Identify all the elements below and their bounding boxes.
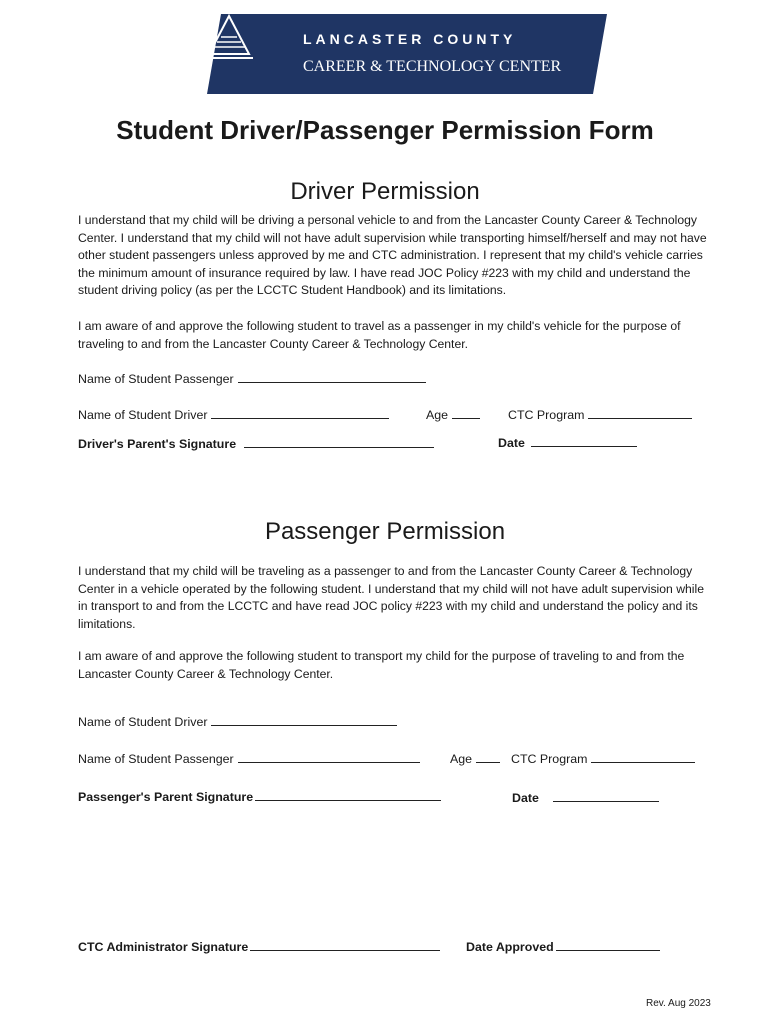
passenger-age-line[interactable] <box>476 761 500 763</box>
banner-background <box>207 14 607 94</box>
field-label: Passenger's Parent Signature <box>78 790 254 804</box>
passenger-section-program-field[interactable] <box>511 752 695 766</box>
field-label: Name of Student Passenger <box>78 372 234 386</box>
passenger-approval-paragraph: I am aware of and approve the following student to transport my child for the purpose of traveling to and from the Lancaster County Career & Technology Center. <box>78 649 685 681</box>
revision-label: Rev. Aug 2023 <box>646 998 711 1009</box>
driver-permission-paragraph: I understand that my child will be driving a personal vehicle to and from the Lancaster County Career & Technology Center. I understand that my child will not have adult supervision while transporting himself/herself and may not have other student passengers unless approved by me and CTC administration. I represent that my child's vehicle carries the minimum amount of insurance required by law. I have read JOC Policy #223 with my child and understand the student driving policy (as per the LCCTC Student Handbook) and its limitations. <box>78 213 707 298</box>
passenger-permission-heading: Passenger Permission <box>264 518 506 545</box>
passenger-parent-signature-line[interactable] <box>255 799 441 801</box>
form-title: Student Driver/Passenger Permission Form <box>116 115 654 145</box>
passenger-section-passenger-name-field[interactable] <box>78 752 420 766</box>
age-line[interactable] <box>452 417 480 419</box>
passenger-section-age-field[interactable] <box>450 752 500 766</box>
driver-date-line[interactable] <box>531 445 637 447</box>
field-label: Driver's Parent's Signature <box>78 437 237 451</box>
driver-section-passenger-name-field[interactable] <box>78 372 426 386</box>
driver-approval-paragraph: I am aware of and approve the following student to travel as a passenger in my child's vehicle for the purpose of traveling to and from the Lancaster County Career & Technology Center. <box>78 319 681 351</box>
org-subtitle: CAREER & TECHNOLOGY CENTER <box>303 58 562 75</box>
administrator-signature-line[interactable] <box>250 949 440 951</box>
passenger-section-date-field[interactable] <box>512 791 659 805</box>
field-label: CTC Program <box>508 408 585 422</box>
passenger-date-line[interactable] <box>553 800 659 802</box>
field-label: Name of Student Driver <box>78 408 208 422</box>
student-driver-line[interactable] <box>211 724 397 726</box>
driver-parent-signature-line[interactable] <box>244 446 434 448</box>
driver-section-date-field[interactable] <box>498 436 637 450</box>
field-label: CTC Administrator Signature <box>78 940 249 954</box>
passenger-program-line[interactable] <box>591 761 695 763</box>
field-label: Age <box>450 752 473 766</box>
field-label: Age <box>426 408 449 422</box>
date-approved-field[interactable] <box>466 940 660 954</box>
driver-name-line[interactable] <box>211 417 389 419</box>
administrator-signature-field[interactable] <box>78 940 440 954</box>
driver-parent-signature-field[interactable] <box>78 437 434 451</box>
org-name: LANCASTER COUNTY <box>303 31 517 47</box>
student-passenger-line[interactable] <box>238 761 420 763</box>
date-approved-line[interactable] <box>556 949 660 951</box>
driver-section-age-field[interactable] <box>426 408 480 422</box>
program-line[interactable] <box>588 417 692 419</box>
field-label: Name of Student Passenger <box>78 752 234 766</box>
driver-permission-heading: Driver Permission <box>290 178 480 205</box>
passenger-permission-paragraph: I understand that my child will be traveling as a passenger to and from the Lancaster County Career & Technology Center in a vehicle operated by the following student. I understand that my child will not have adult supervision while in transport to and from the LCCTC and have read JOC policy #223 with my child and understand the policy and its limitations. <box>78 564 704 631</box>
driver-section-program-field[interactable] <box>508 408 692 422</box>
field-label: Date <box>498 436 525 450</box>
passenger-section-driver-name-field[interactable] <box>78 715 397 729</box>
field-label: Name of Student Driver <box>78 715 208 729</box>
passenger-parent-signature-field[interactable] <box>78 790 441 804</box>
passenger-name-line[interactable] <box>238 381 426 383</box>
field-label: Date <box>512 791 539 805</box>
field-label: CTC Program <box>511 752 588 766</box>
driver-section-driver-name-field[interactable] <box>78 408 389 422</box>
field-label: Date Approved <box>466 940 554 954</box>
header-banner <box>207 14 607 94</box>
lcctc-logo-icon <box>207 14 253 60</box>
